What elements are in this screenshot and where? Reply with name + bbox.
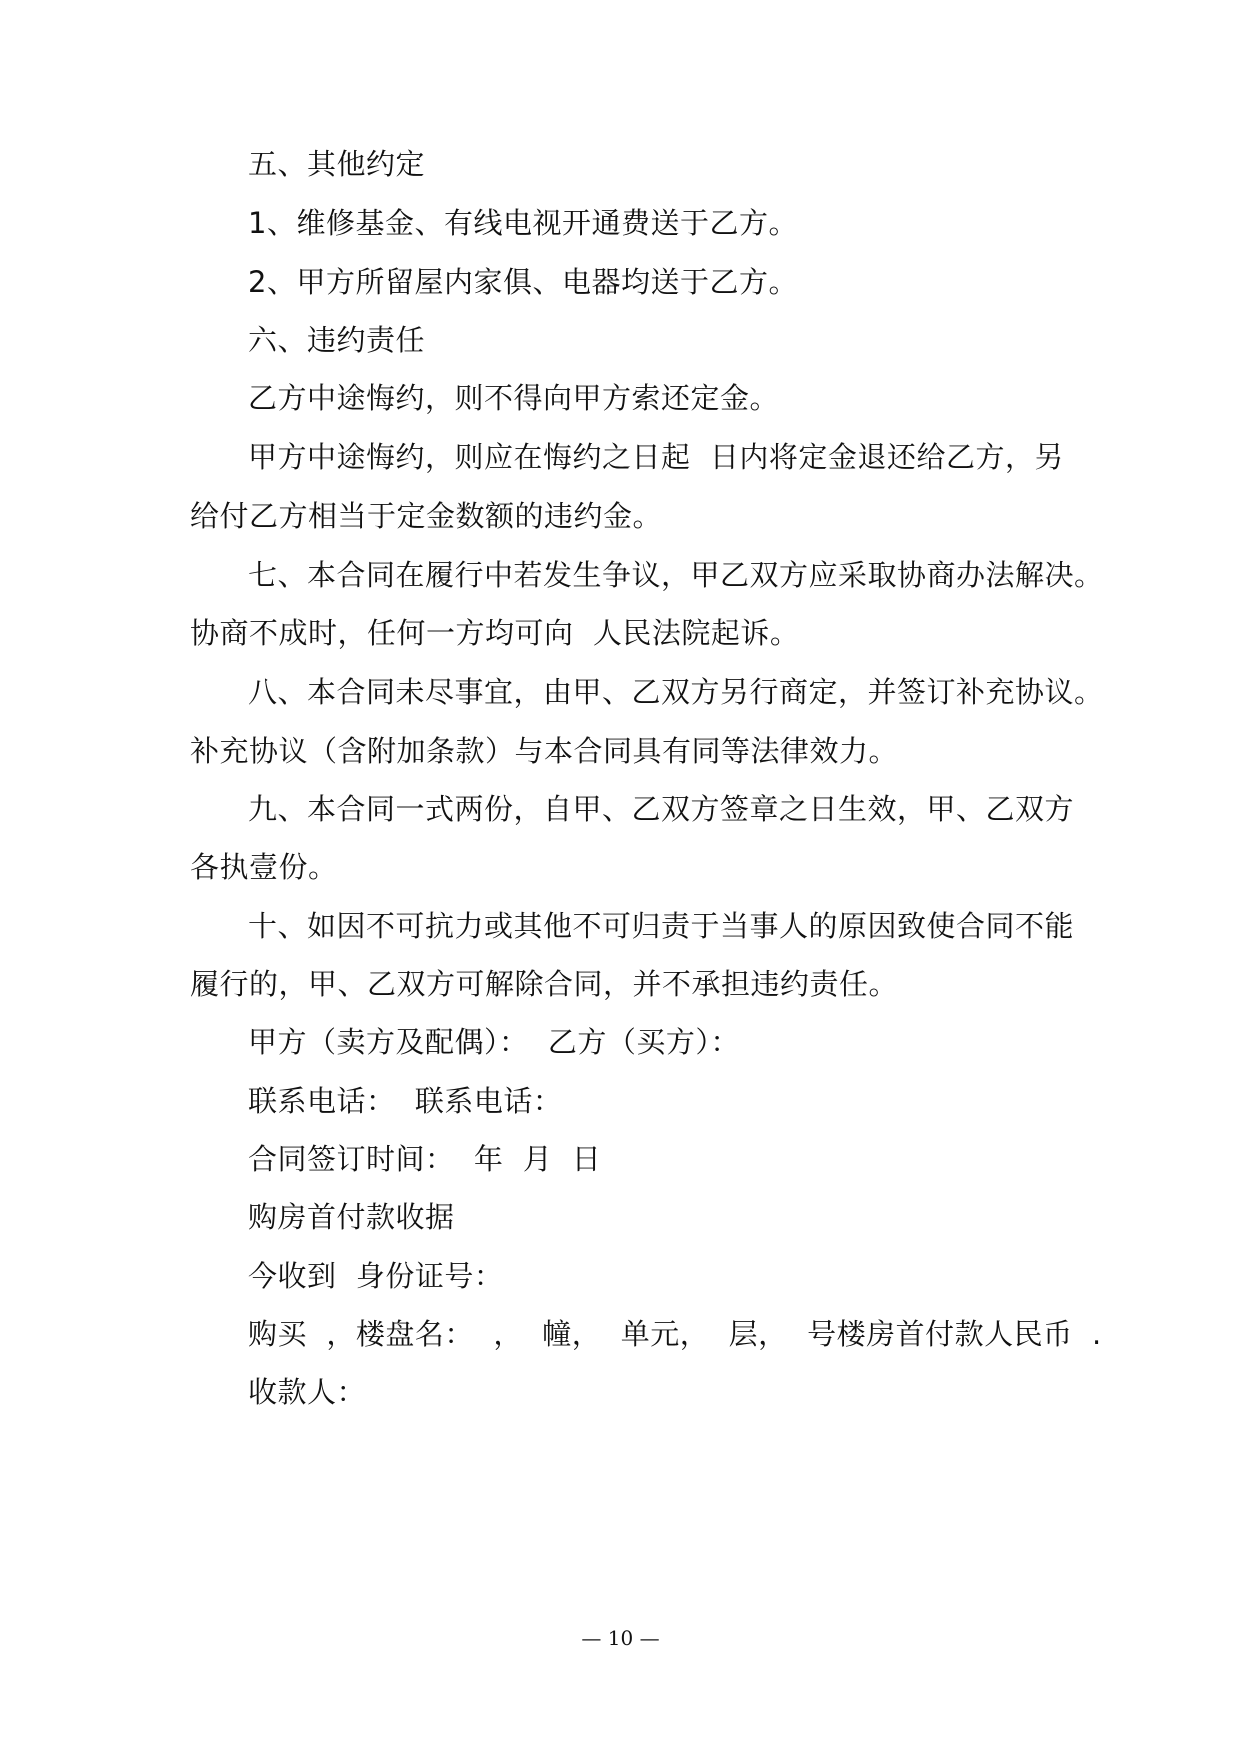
contact-phone-line: 联系电话： 联系电话： <box>248 1084 563 1118</box>
payee-line: 收款人： <box>248 1375 367 1409</box>
section-heading-breach-liability: 六、违约责任 <box>248 323 426 357</box>
party-signature-line: 甲方（卖方及配偶）： 乙方（买方）： <box>248 1025 740 1059</box>
clause-line: 九、本合同一式两份，自甲、乙双方签章之日生效，甲、乙双方 <box>248 792 1075 826</box>
clause-line: 协商不成时，任何一方均可向 人民法院起诉。 <box>190 616 800 650</box>
clause-line: 七、本合同在履行中若发生争议，甲乙双方应采取协商办法解决。 <box>248 558 1104 592</box>
page-number: — 10 — <box>581 1626 660 1650</box>
receipt-title: 购房首付款收据 <box>248 1200 455 1234</box>
receipt-line: 购买 ，楼盘名： ， 幢， 单元， 层， 号楼房首付款人民币 . <box>248 1317 1102 1351</box>
clause-line: 1、维修基金、有线电视开通费送于乙方。 <box>248 206 798 240</box>
clause-line: 给付乙方相当于定金数额的违约金。 <box>190 499 663 533</box>
receipt-line: 今收到 身份证号： <box>248 1259 504 1293</box>
clause-line: 各执壹份。 <box>190 850 338 884</box>
clause-line: 乙方中途悔约，则不得向甲方索还定金。 <box>248 381 780 415</box>
clause-line: 甲方中途悔约，则应在悔约之日起 日内将定金退还给乙方，另 <box>248 440 1064 474</box>
clause-line: 补充协议（含附加条款）与本合同具有同等法律效力。 <box>190 734 899 768</box>
section-heading-other-agreements: 五、其他约定 <box>248 147 426 181</box>
clause-line: 八、本合同未尽事宜，由甲、乙双方另行商定，并签订补充协议。 <box>248 675 1104 709</box>
clause-line: 2、甲方所留屋内家俱、电器均送于乙方。 <box>248 265 798 299</box>
clause-line: 十、如因不可抗力或其他不可归责于当事人的原因致使合同不能 <box>248 909 1075 943</box>
contract-date-line: 合同签订时间： 年 月 日 <box>248 1142 602 1176</box>
clause-line: 履行的，甲、乙双方可解除合同，并不承担违约责任。 <box>190 967 899 1001</box>
